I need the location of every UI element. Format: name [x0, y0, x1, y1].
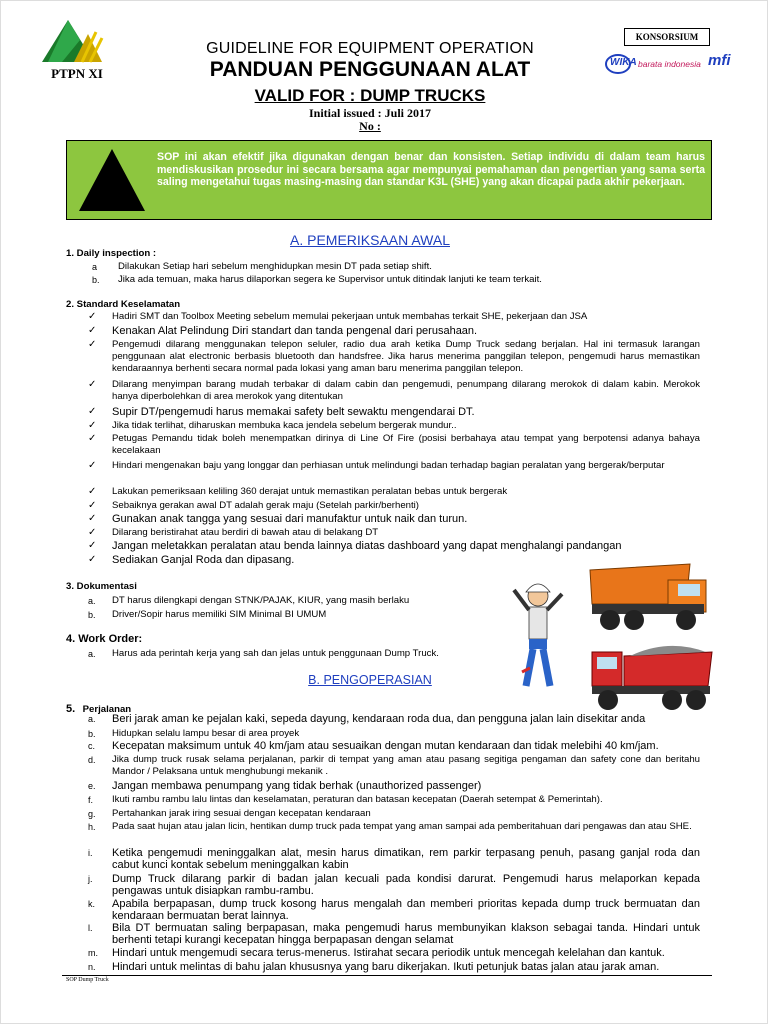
- list-item: Hidupkan selalu lampu besar di area proyek: [112, 728, 300, 739]
- perjalanan-heading: Perjalanan: [82, 704, 132, 715]
- list-marker: j.: [88, 874, 93, 884]
- list-item: Dilarang menyimpan barang mudah terbakar di dalam cabin dan pengemudi, penumpang dilarang merokok di dalam kabin. Merokok hanya diperbolehkan di area merokok yang ditentukan: [112, 379, 700, 402]
- list-marker: m.: [88, 948, 98, 958]
- check-icon: ✓: [88, 339, 97, 350]
- doc-line1: GUIDELINE FOR EQUIPMENT OPERATION: [206, 40, 534, 57]
- list-item: Jika ada temuan, maka harus dilaporkan segera ke Supervisor untuk ditindak lanjuti ke team terkait.: [118, 274, 542, 285]
- check-icon: ✓: [88, 486, 97, 497]
- list-item: Pengemudi dilarang menggunakan telepon seluler, radio dua arah ketika Dump Truck sedang berjalan. Hal ini termasuk larangan penggunaan alat electronic berbasis bluetooth dan handsfree. Jika harus menerima panggilan telepon, pengemudi harus memastikan kendaraannya berhenti secara normal pada lokasi yang aman baru menerima panggilan telepon.: [112, 339, 700, 374]
- check-icon: ✓: [88, 420, 97, 431]
- warning-triangle-icon: [77, 147, 147, 213]
- check-icon: ✓: [88, 500, 97, 511]
- list-item: Driver/Sopir harus memiliki SIM Minimal BI UMUM: [112, 609, 327, 620]
- list-item: Petugas Pemandu tidak boleh menempatkan dirinya di Line Of Fire (posisi berbahaya atau tempat yang berpotensi adanya bahaya kecelakaan: [112, 433, 700, 456]
- section-a-title: A. PEMERIKSAAN AWAL: [289, 232, 450, 248]
- list-marker: i.: [88, 848, 93, 858]
- check-icon: ✓: [88, 554, 97, 565]
- list-marker: a.: [88, 714, 96, 724]
- daily-list: [66, 261, 716, 287]
- check-icon: ✓: [88, 406, 97, 417]
- check-icon: ✓: [88, 460, 97, 471]
- list-marker: c.: [88, 741, 96, 751]
- list-item: Ikuti rambu rambu lalu lintas dan keselamatan, peraturan dan batasan kecepatan (Daerah setempat & Pemerintah).: [112, 794, 603, 805]
- list-marker: k.: [88, 899, 96, 909]
- check-icon: ✓: [88, 325, 97, 336]
- list-marker: h.: [88, 822, 96, 832]
- list-marker: d.: [88, 755, 96, 765]
- daily-heading: 1. Daily inspection :: [66, 248, 157, 259]
- list-item: Apabila berpapasan, dump truck kosong harus mengalah dan memberi prioritas kepada dump truck bermuatan dan kendaraan bermuatan berat lainnya.: [112, 898, 700, 922]
- list-item: DT harus dilengkapi dengan STNK/PAJAK, KIUR, yang masih berlaku: [112, 595, 410, 606]
- list-marker: a.: [88, 596, 96, 606]
- list-item: Beri jarak aman ke pejalan kaki, sepeda dayung, kendaraan roda dua, dan pengguna jalan lain disekitar anda: [112, 713, 646, 725]
- list-item: Jangan meletakkan peralatan atau benda lainnya diatas dashboard yang dapat menghalangi pandangan: [112, 540, 622, 552]
- list-item: Hindari mengenakan baju yang longgar dan perhiasan untuk melindungi badan terhadap bagian peralatan yang bergerak/berputar: [112, 460, 665, 471]
- logo-wika: WIKA: [610, 57, 637, 68]
- list-item: Dilakukan Setiap hari sebelum menghidupkan mesin DT pada setiap shift.: [118, 261, 432, 272]
- check-icon: ✓: [88, 527, 97, 538]
- doc-valid-for: VALID FOR : DUMP TRUCKS: [254, 86, 486, 105]
- check-icon: ✓: [88, 379, 97, 390]
- logo-caption: PTPN XI: [51, 66, 103, 81]
- list-marker: b.: [88, 729, 96, 739]
- list-marker: n.: [88, 962, 96, 972]
- work-order-list: [66, 648, 496, 662]
- worker-icon: [514, 584, 562, 686]
- consortium-logos: [604, 48, 734, 78]
- list-item: Dilarang beristirahat atau berdiri di bawah atau di belakang DT: [112, 527, 379, 538]
- list-item: Harus ada perintah kerja yang sah dan jelas untuk penggunaan Dump Truck.: [112, 648, 439, 659]
- list-marker: e.: [88, 781, 96, 791]
- list-item: Sebaiknya gerakan awal DT adalah gerak maju (Setelah parkir/berhenti): [112, 500, 419, 511]
- logo-mfi: mfi: [708, 52, 731, 69]
- list-item: Pada saat hujan atau jalan licin, hentikan dump truck pada tempat yang aman sampai ada pemberitahuan dari pengawas dan atau SHE.: [112, 821, 692, 832]
- list-marker: b.: [92, 275, 100, 285]
- list-item: Ketika pengemudi meninggalkan alat, mesin harus dimatikan, rem parkir terpasang penuh, pasang ganjal roda dan cabut kunci kontak sebelum meninggalkan kabin: [112, 847, 700, 871]
- list-item: Bila DT bermuatan saling berpapasan, maka pengemudi harus membunyikan klakson sebagai tanda. Hindari untuk berhenti tetapi kurangi kecepatan hingga berpapasan dengan selamat: [112, 922, 700, 946]
- check-icon: ✓: [88, 540, 97, 551]
- list-marker: g.: [88, 809, 96, 819]
- list-item: Jika dump truck rusak selama perjalanan, parkir di tempat yang aman atau pasang segitiga pengaman dan safety cone dan beritahu Mandor / Pelaksana untuk menghubungi mekanik .: [112, 754, 700, 777]
- list-marker: b.: [88, 610, 96, 620]
- list-marker: l.: [88, 923, 93, 933]
- dump-truck-illustration: [500, 560, 720, 720]
- list-item: Pertahankan jarak iring sesuai dengan kecepatan kendaraan: [112, 808, 371, 819]
- list-marker: a.: [88, 649, 96, 659]
- list-marker: f.: [88, 795, 94, 805]
- list-item: Jangan membawa penumpang yang tidak berhak (unauthorized passenger): [112, 780, 482, 792]
- konsorsium-label: KONSORSIUM: [624, 28, 710, 46]
- section-b-title: B. PENGOPERASIAN: [308, 673, 432, 687]
- initial-issued: Initial issued : Juli 2017: [308, 106, 432, 120]
- footer-text: SOP Dump Truck: [66, 977, 109, 983]
- list-item: Kecepatan maksimum untuk 40 km/jam atau sesuaikan dengan mutan kendaraan dan tidak melebihi 40 km/jam.: [112, 740, 659, 752]
- list-item: Hadiri SMT dan Toolbox Meeting sebelum memulai pekerjaan untuk membahas terkait SHE, pekerjaan dan JSA: [112, 311, 588, 322]
- perjalanan-number: 5.: [66, 703, 76, 715]
- perjalanan-list: [66, 713, 716, 975]
- list-item: Dump Truck dilarang parkir di badan jalan kecuali pada kondisi darurat. Pengemudi harus melaporkan kepada pengawas untuk disiapkan rambu-rambu.: [112, 873, 700, 897]
- warning-box: [66, 140, 712, 220]
- list-item: Kenakan Alat Pelindung Diri standart dan tanda pengenal dari perusahaan.: [112, 325, 478, 337]
- list-marker: a: [92, 262, 98, 272]
- list-item: Hindari untuk melintas di bahu jalan khususnya yang baru dikerjakan. Ikuti petunjuk batas jalan atau jarak aman.: [112, 961, 660, 973]
- check-icon: ✓: [88, 513, 97, 524]
- standar-list: [66, 311, 716, 571]
- list-item: Hindari untuk mengemudi secara terus-menerus. Istirahat secara periodik untuk mencegah kelelahan dan kantuk.: [112, 947, 665, 959]
- standar-heading: 2. Standard Keselamatan: [66, 299, 181, 310]
- logo-barata: barata indonesia: [638, 59, 701, 69]
- dokumentasi-list: [66, 595, 496, 623]
- red-dump-truck-icon: [592, 646, 712, 710]
- list-item: Supir DT/pengemudi harus memakai safety belt sewaktu mengendarai DT.: [112, 406, 475, 418]
- warning-text: SOP ini akan efektif jika digunakan dengan benar dan konsisten. Setiap individu di dalam team harus mendiskusikan prosedur ini secara bersama agar mempunyai pemahaman dan pengertian yang sama serta saling mengetahui tugas masing-masing dan standar K3L (SHE) yang akan dicapai pada akhir pekerjaan.: [157, 151, 705, 188]
- orange-dump-truck-icon: [590, 564, 706, 630]
- check-icon: ✓: [88, 433, 97, 444]
- list-item: Gunakan anak tangga yang sesuai dari manufaktur untuk naik dan turun.: [112, 513, 468, 525]
- doc-number: No :: [359, 119, 381, 133]
- check-icon: ✓: [88, 311, 97, 322]
- work-order-heading: 4. Work Order:: [66, 633, 143, 645]
- list-item: Sediakan Ganjal Roda dan dipasang.: [112, 554, 295, 566]
- list-item: Jika tidak terlihat, diharuskan membuka kaca jendela sebelum bergerak mundur..: [112, 420, 457, 431]
- dokumentasi-heading: 3. Dokumentasi: [66, 581, 137, 592]
- list-item: Lakukan pemeriksaan keliling 360 derajat untuk memastikan peralatan bebas untuk bergerak: [112, 486, 508, 497]
- footer-rule: [62, 975, 712, 976]
- doc-title: PANDUAN PENGGUNAAN ALAT: [209, 58, 531, 81]
